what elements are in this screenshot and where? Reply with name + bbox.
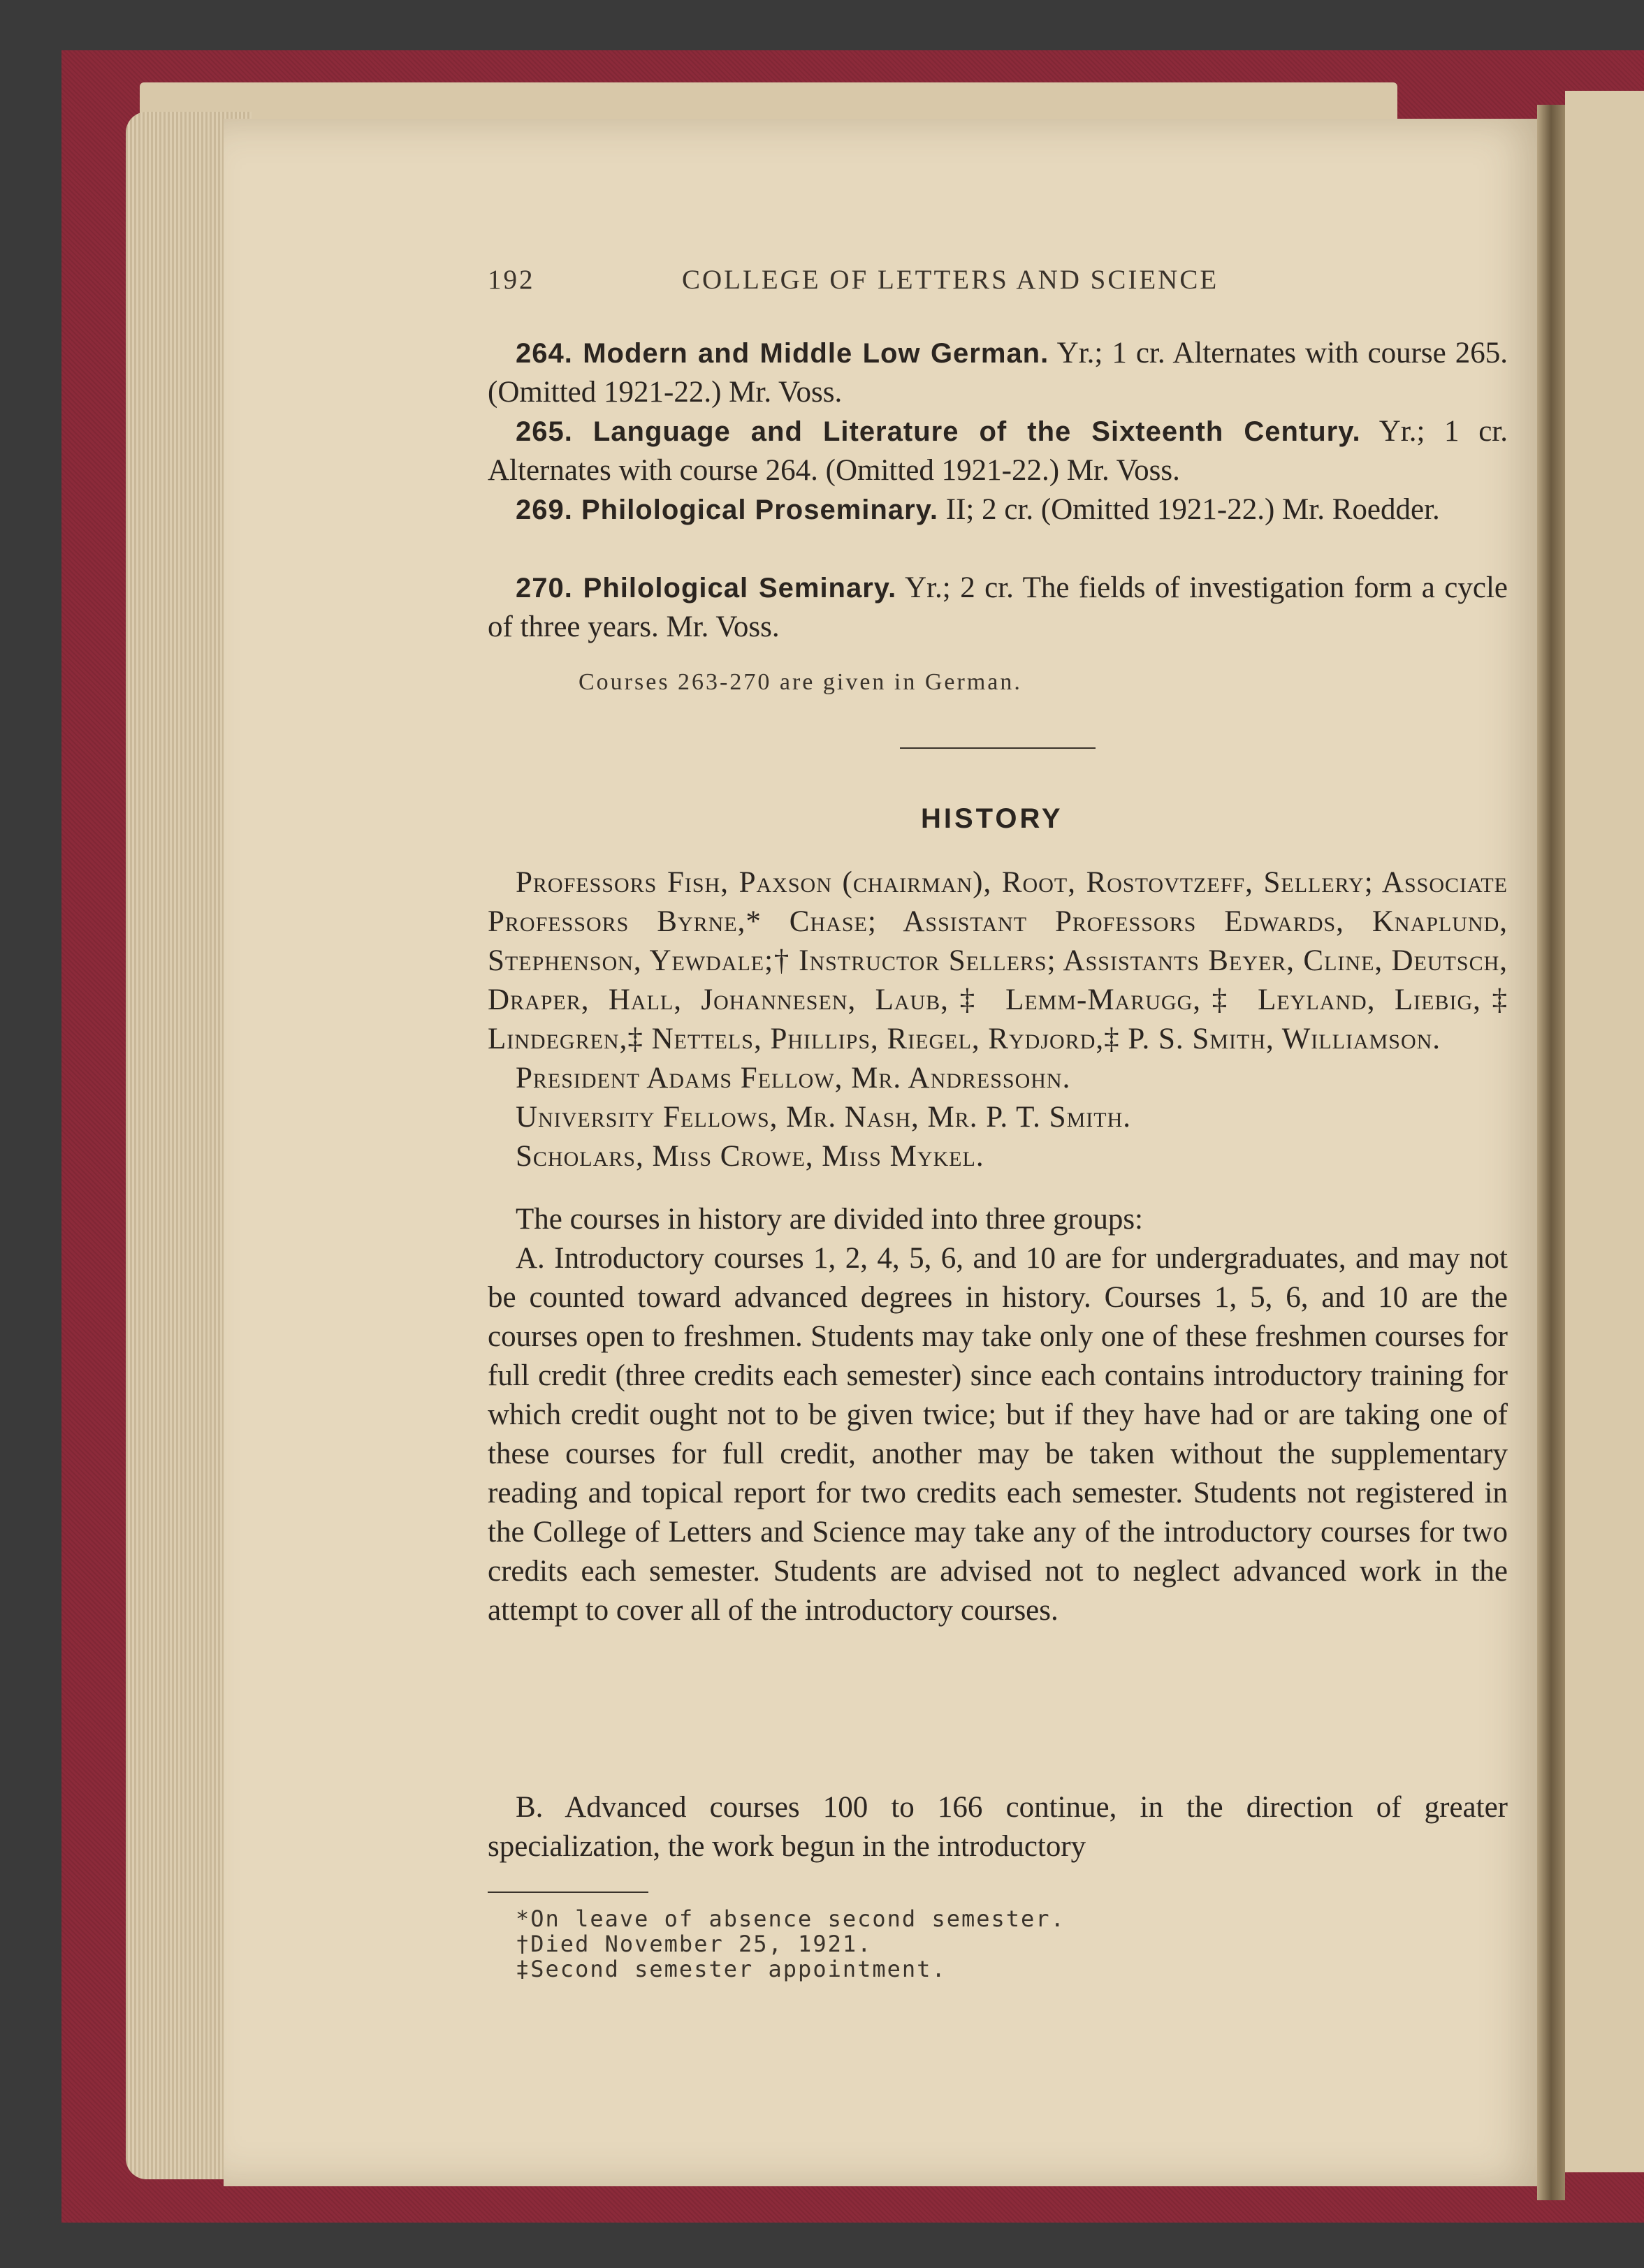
section-heading: HISTORY [921,803,1063,834]
body-paragraph: The courses in history are divided into three groups: [516,1203,1144,1236]
course-entry: 270. Philological Seminary. Yr.; 2 cr. The fields of investigation form a cycle of three years. Mr. Voss. [488,571,1508,643]
body-paragraph: B. Advanced courses 100 to 166 continue, in the direction of greater specialization, the work begun in the introductory [488,1791,1508,1863]
footnote: ‡Second semester appointment. [516,1956,947,1982]
body-paragraph: A. Introductory courses 1, 2, 4, 5, 6, and 10 are for undergraduates, and may not be counted toward advanced degrees in history. Courses 1, 5, 6, and 10 are the courses open to freshmen. Students may take only one of these freshmen courses for full credit (three credits each semester) since each contains introductory training for which credit ought not to be given twice; but if they have had or are taking one of these courses for full credit, another may be taken without the supplementary reading and topical report for two credits each semester. Students not registered in the College of Letters and Science may take any of the introductory courses for two credits each semester. Students are advised not to neglect advanced work in the attempt to cover all of the introductory courses. [488,1242,1508,1627]
page-number: 192 [488,265,535,295]
staff-fellows: University Fellows, Mr. Nash, Mr. P. T. Smith. [516,1101,1131,1134]
book-gutter [1537,105,1565,2200]
running-head [488,264,1312,299]
footnote: *On leave of absence second semester. [516,1905,1065,1932]
course-entry: 269. Philological Proseminary. II; 2 cr. (Omitted 1921-22.) Mr. Roedder. [516,493,1440,526]
footnote: †Died November 25, 1921. [516,1931,873,1957]
courses-note: Courses 263-270 are given in German. [579,669,1022,695]
staff-list: Professors Fish, Paxson (chairman), Root, Rostovtzeff, Sellery; Associate Professors Byrne,* Chase; Assistant Professors Edwards, Knaplund, Stephenson, Yewdale;† Instructor Sellers; Assistants Beyer, Cline, Deutsch, Draper, Hall, Johannesen, Laub,‡ Lemm-Marugg,‡ Leyland, Liebig,‡ Lindegren,‡ Nettels, Phillips, Riegel, Rydjord,‡ P. S. Smith, Williamson. [488,866,1508,1055]
course-entry: 264. Modern and Middle Low German. Yr.; 1 cr. Alternates with course 265. (Omitted 1921-22.) Mr. Voss. [488,337,1508,409]
course-entry: 265. Language and Literature of the Sixteenth Century. Yr.; 1 cr. Alternates with course 264. (Omitted 1921-22.) Mr. Voss. [488,415,1508,487]
facing-page [1565,91,1644,2172]
page-edges-top [140,82,1397,124]
footnote-rule [488,1892,648,1893]
staff-scholars: Scholars, Miss Crowe, Miss Mykel. [516,1140,984,1173]
section-divider [900,747,1096,749]
staff-fellow: President Adams Fellow, Mr. Andressohn. [516,1062,1071,1095]
running-title: COLLEGE OF LETTERS AND SCIENCE [682,265,1219,295]
